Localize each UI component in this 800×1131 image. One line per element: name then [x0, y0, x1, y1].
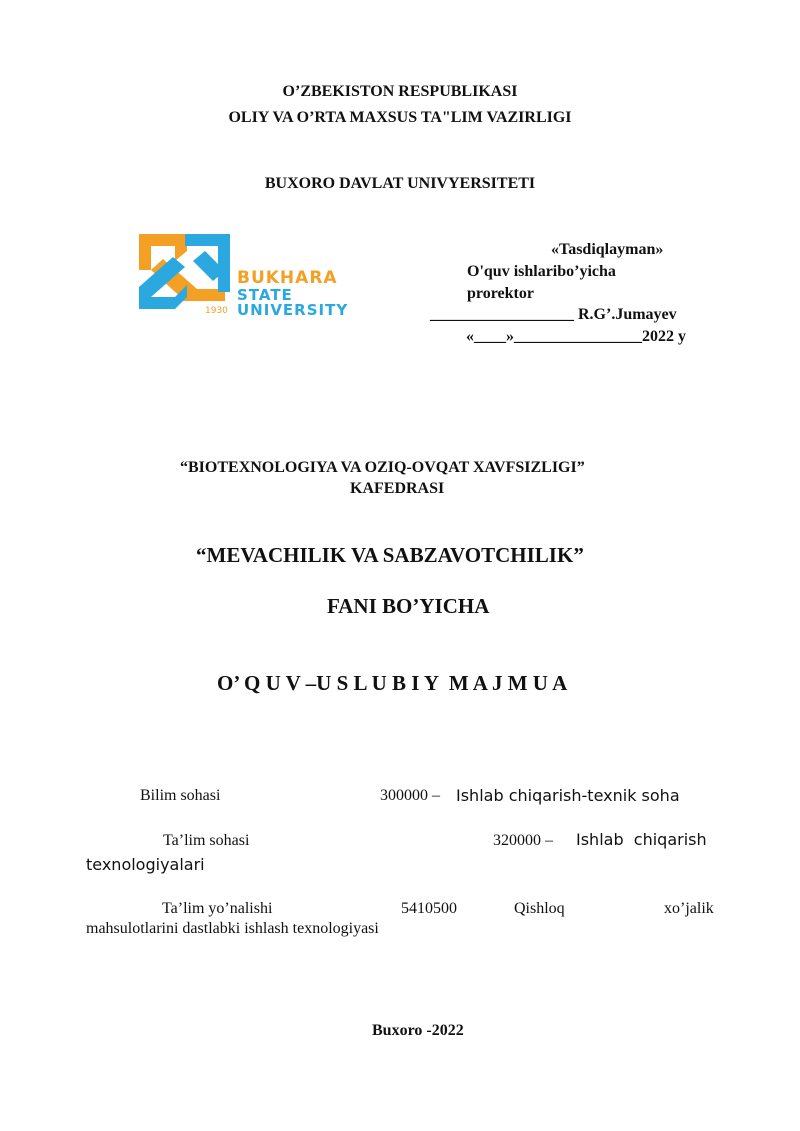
subject-title: “MEVACHILIK VA SABZAVOTCHILIK” — [196, 543, 584, 567]
logo-word-bukhara: BUKHARA — [237, 268, 338, 288]
logo-emblem-icon — [139, 234, 230, 309]
approval-title: «Tasdiqlayman» — [551, 241, 664, 258]
ministry-line-2: OLIY VA O’RTA MAXSUS TA"LIM VAZIRLIGI — [228, 109, 572, 126]
subject-subtitle: FANI BO’YICHA — [327, 594, 490, 618]
talim-sohasi-value: Ishlab chiqarish — [576, 830, 707, 849]
approval-date: «____»________________2022 y — [466, 328, 686, 345]
bilim-sohasi-value: Ishlab chiqarish-texnik soha — [456, 786, 680, 805]
talim-yonalishi-label: Ta’lim yo’nalishi — [162, 900, 273, 917]
talim-sohasi-value-cont: texnologiyalari — [86, 855, 205, 874]
bilim-sohasi-code: 300000 – — [380, 787, 440, 804]
approval-signature: __________________ R.G’.Jumayev — [430, 306, 677, 323]
university-logo — [135, 231, 385, 317]
logo-word-university: UNIVERSITY — [237, 301, 349, 317]
talim-sohasi-code: 320000 – — [493, 832, 553, 849]
document-type: O’ Q U V –U S L U B I Y M A J M U A — [217, 671, 568, 695]
talim-yonalishi-code: 5410500 — [401, 900, 457, 917]
talim-yonalishi-line-2: mahsulotlarini dastlabki ishlash texnologiyasi — [86, 920, 379, 937]
bilim-sohasi-label: Bilim sohasi — [140, 787, 221, 804]
talim-yonalishi-word-2: xo’jalik — [664, 900, 714, 917]
ministry-line-1: O’ZBEKISTON RESPUBLIKASI — [282, 83, 518, 100]
department-name: “BIOTEXNOLOGIYA VA OZIQ-OVQAT XAVFSIZLIGI” — [180, 459, 585, 476]
talim-sohasi-label: Ta’lim sohasi — [163, 832, 250, 849]
logo-word-state: STATE — [237, 286, 293, 304]
university-name: BUXORO DAVLAT UNIVYERSITETI — [264, 175, 536, 192]
approval-role-1: O'quv ishlaribo’yicha — [467, 263, 616, 280]
footer-city-year: Buxoro -2022 — [372, 1022, 464, 1039]
logo-year: 1930 — [205, 306, 228, 316]
talim-yonalishi-word-1: Qishloq — [514, 900, 565, 917]
department-kafedra: KAFEDRASI — [350, 480, 445, 497]
approval-role-2: prorektor — [467, 285, 534, 302]
